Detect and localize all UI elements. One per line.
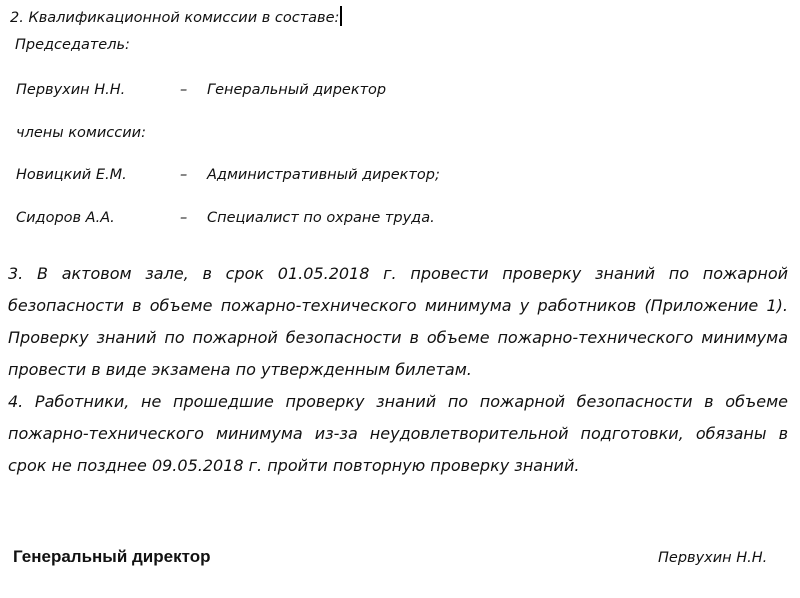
member-dash: – [180,167,188,183]
chairman-position: Генеральный директор [207,82,387,98]
paragraph-line: 3. В актовом зале, в срок 01.05.2018 г. провести проверку знаний по пожарной [8,264,788,283]
paragraph-line: 4. Работники, не прошедшие проверку знаний по пожарной безопасности в объеме [8,392,788,411]
member-position: Административный директор; [207,167,440,183]
signature-name: Первухин Н.Н. [658,550,768,566]
commission-heading [10,6,342,26]
paragraph-line: безопасности в объеме пожарно-технического минимума у работников (Приложение 1). [8,296,788,315]
text-cursor [340,6,342,26]
member-name: Новицкий Е.М. [16,167,127,183]
members-label: члены комиссии: [16,125,146,141]
member-dash: – [180,210,188,226]
paragraph-line: провести в виде экзамена по утвержденным билетам. [8,360,472,379]
signature-title: Генеральный директор [13,547,211,566]
paragraph-line: пожарно-технического минимума из-за неудовлетворительной подготовки, обязаны в [8,424,788,443]
chairman-dash: – [180,82,188,98]
chairman-name: Первухин Н.Н. [16,82,126,98]
member-name: Сидоров А.А. [16,210,115,226]
paragraph-line: Проверку знаний по пожарной безопасности в объеме пожарно-технического минимума [8,328,788,347]
chairman-label: Председатель: [15,37,130,53]
member-position: Специалист по охране труда. [207,210,435,226]
paragraph-line: срок не позднее 09.05.2018 г. пройти повторную проверку знаний. [8,456,580,475]
commission-heading-text: 2. Квалификационной комиссии в составе: [10,10,340,26]
